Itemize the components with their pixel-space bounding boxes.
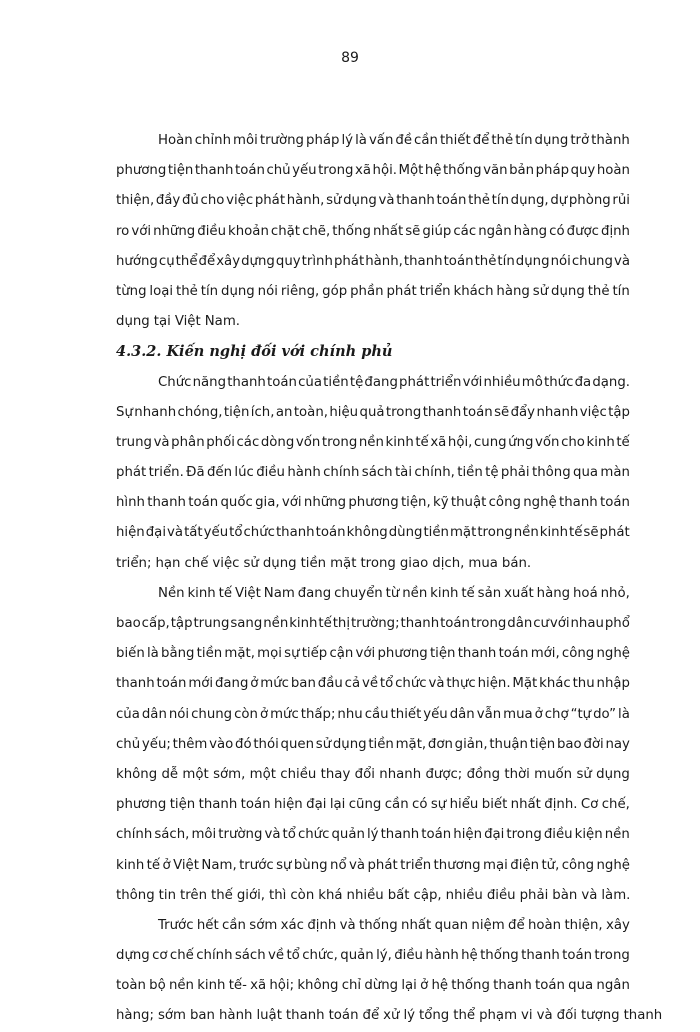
paragraph-line: từng loại thẻ tín dụng nói riêng, góp phần phát triển khách hàng sử dụng thẻ tín bbox=[116, 283, 630, 299]
paragraph-line: Sự nhanh chóng, tiện ích, an toàn, hiệu quả trong thanh toán sẽ đẩy nhanh việc tập bbox=[116, 404, 630, 420]
paragraph-line: kinh tế ở Việt Nam, trước sự bùng nổ và phát triển thương mại điện tử, công nghệ bbox=[116, 857, 630, 873]
paragraph-line: bao cấp, tập trung sang nền kinh tế thị trường; thanh toán trong dân cư với nhau phổ bbox=[116, 616, 630, 631]
paragraph-line: trung và phân phối các dòng vốn trong nền kinh tế xã hội, cung ứng vốn cho kinh tế bbox=[116, 434, 630, 450]
paragraph-line: Trước hết cần sớm xác định và thống nhất quan niệm để hoàn thiện, xây bbox=[158, 917, 630, 933]
paragraph bbox=[116, 126, 630, 337]
paragraph-line: chính sách, môi trường và tổ chức quản lý thanh toán hiện đại trong điều kiện nền bbox=[116, 827, 630, 843]
paragraph-line: thanh toán mới đang ở mức ban đầu cả về tổ chức và thực hiện. Mặt khác thu nhập bbox=[116, 676, 630, 692]
paragraph-line: thiện, đầy đủ cho việc phát hành, sử dụng và thanh toán thẻ tín dụng, dự phòng rủi bbox=[116, 193, 630, 209]
paragraph-line: hình thanh toán quốc gia, với những phương tiện, kỹ thuật công nghệ thanh toán bbox=[116, 495, 630, 511]
paragraph-line: Nền kinh tế Việt Nam đang chuyển từ nền kinh tế sản xuất hàng hoá nhỏ, bbox=[158, 585, 630, 601]
page-number: 89 bbox=[341, 50, 359, 66]
paragraph-line: biến là bằng tiền mặt, mọi sự tiếp cận với phương tiện thanh toán mới, công nghệ bbox=[116, 646, 630, 662]
paragraph-line: không dễ một sớm, một chiều thay đổi nhanh được; đồng thời muốn sử dụng bbox=[116, 766, 630, 782]
paragraph-line: Hoàn chỉnh môi trường pháp lý là vấn đề cần thiết để thẻ tín dụng trở thành bbox=[158, 133, 630, 148]
paragraph-line: phương tiện thanh toán chủ yếu trong xã hội. Một hệ thống văn bản pháp quy hoàn bbox=[116, 163, 630, 179]
paragraph bbox=[116, 579, 630, 911]
paragraph bbox=[116, 911, 663, 1032]
paragraph-line: hàng; sớm ban hành luật thanh toán để xử lý tổng thể phạm vi và đối tượng thanh bbox=[116, 1008, 663, 1024]
paragraph-line: hiện đại và tất yếu tổ chức thanh toán không dùng tiền mặt trong nền kinh tế sẽ phát bbox=[116, 525, 630, 541]
paragraph bbox=[116, 368, 630, 579]
paragraph-line: dụng tại Việt Nam. bbox=[116, 314, 240, 330]
paragraph-line: triển; hạn chế việc sử dụng tiền mặt trong giao dịch, mua bán. bbox=[116, 555, 532, 571]
paragraph-line: Chức năng thanh toán của tiền tệ đang phát triển với nhiều mô thức đa dạng. bbox=[158, 374, 630, 390]
paragraph-line: của dân nói chung còn ở mức thấp; nhu cầu thiết yếu dân vẫn mua ở chợ “tự do” là bbox=[116, 706, 630, 722]
paragraph-line: phát triển. Đã đến lúc điều hành chính sách tài chính, tiền tệ phải thông qua màn bbox=[116, 465, 630, 481]
paragraph-line: ro với những điều khoản chặt chẽ, thống nhất sẽ giúp các ngân hàng có được định bbox=[116, 223, 630, 239]
paragraph-line: phương tiện thanh toán hiện đại lại cũng cần có sự hiểu biết nhất định. Cơ chế, bbox=[116, 797, 630, 813]
document-body bbox=[116, 126, 663, 1032]
paragraph-line: dựng cơ chế chính sách về tổ chức, quản lý, điều hành hệ thống thanh toán trong bbox=[116, 948, 630, 964]
paragraph-line: toàn bộ nền kinh tế- xã hội; không chỉ dừng lại ở hệ thống thanh toán qua ngân bbox=[116, 978, 630, 994]
paragraph-line: hướng cụ thể để xây dựng quy trình phát hành, thanh toán thẻ tín dụng nói chung và bbox=[116, 253, 630, 269]
section-heading: 4.3.2. Kiến nghị đối với chính phủ bbox=[116, 343, 393, 361]
paragraph-line: thông tin trên thế giới, thì còn khá nhiều bất cập, nhiều điều phải bàn và làm. bbox=[116, 887, 631, 903]
paragraph-line: chủ yếu; thêm vào đó thói quen sử dụng tiền mặt, đơn giản, thuận tiện bao đời nay bbox=[116, 736, 630, 752]
